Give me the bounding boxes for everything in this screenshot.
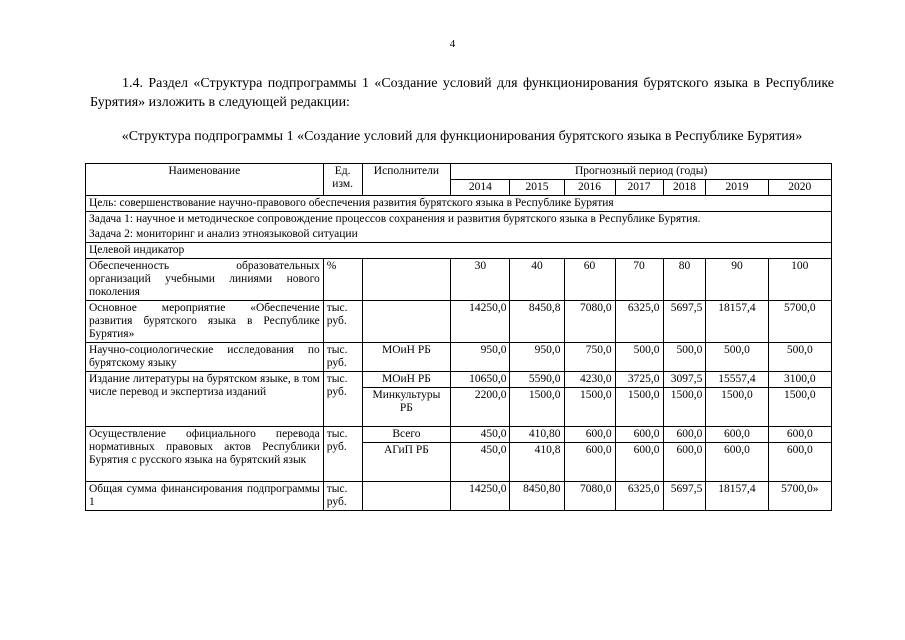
value-cell: 600,0 <box>663 427 706 443</box>
year-header: 2015 <box>510 180 564 196</box>
value-cell: 600,0 <box>615 443 663 482</box>
value-cell: 410,80 <box>510 427 564 443</box>
value-cell: 10650,0 <box>451 372 510 388</box>
value-cell: 100 <box>768 259 831 301</box>
total-value-cell: 5700,0» <box>768 482 831 511</box>
row-name: Осуществление официального перевода нормативных правовых актов Республики Бурятия с русского языка на бурятский язык <box>86 427 324 482</box>
task2-row: Задача 2: мониторинг и анализ этноязыковой ситуации <box>86 227 832 243</box>
table-row <box>86 372 832 388</box>
header-row <box>86 164 832 180</box>
value-cell: 8450,8 <box>510 301 564 343</box>
table-row <box>86 259 832 301</box>
value-cell: 14250,0 <box>451 301 510 343</box>
value-cell: 600,0 <box>615 427 663 443</box>
total-value-cell: 6325,0 <box>615 482 663 511</box>
value-cell: 600,0 <box>706 427 768 443</box>
value-cell: 500,0 <box>615 343 663 372</box>
value-cell: 600,0 <box>706 443 768 482</box>
value-cell: 500,0 <box>706 343 768 372</box>
year-header: 2016 <box>564 180 615 196</box>
total-value-cell: 14250,0 <box>451 482 510 511</box>
page-number: 4 <box>449 38 456 50</box>
value-cell: 1500,0 <box>564 388 615 427</box>
year-header: 2018 <box>663 180 706 196</box>
value-cell: 60 <box>564 259 615 301</box>
task1-row: Задача 1: научное и методическое сопровождение процессов сохранения и развития бурятского языка в Республике Бурятия. <box>86 212 832 228</box>
value-cell: 3100,0 <box>768 372 831 388</box>
value-cell: 30 <box>451 259 510 301</box>
value-cell: 600,0 <box>768 427 831 443</box>
row-unit: % <box>323 259 362 301</box>
row-name: Обеспеченность образовательных организаций учебными линиями нового поколения <box>86 259 324 301</box>
row-unit: тыс. руб. <box>323 372 362 427</box>
header-period: Прогнозный период (годы) <box>451 164 832 180</box>
row-executor: Минкультуры РБ <box>362 388 451 427</box>
row-executor <box>362 259 451 301</box>
value-cell: 600,0 <box>663 443 706 482</box>
value-cell: 600,0 <box>564 427 615 443</box>
structure-table <box>85 163 832 511</box>
row-executor: АГиП РБ <box>362 443 451 482</box>
value-cell: 5697,5 <box>663 301 706 343</box>
value-cell: 7080,0 <box>564 301 615 343</box>
total-row <box>86 482 832 511</box>
value-cell: 80 <box>663 259 706 301</box>
row-unit: тыс. руб. <box>323 427 362 482</box>
value-cell: 410,8 <box>510 443 564 482</box>
header-executors: Исполнители <box>362 164 451 196</box>
row-unit: тыс. руб. <box>323 301 362 343</box>
value-cell: 450,0 <box>451 427 510 443</box>
value-cell: 1500,0 <box>663 388 706 427</box>
table-row <box>86 343 832 372</box>
header-unit: Ед. изм. <box>323 164 362 196</box>
table-row <box>86 427 832 443</box>
total-value-cell: 8450,80 <box>510 482 564 511</box>
value-cell: 15557,4 <box>706 372 768 388</box>
header-name: Наименование <box>86 164 324 196</box>
value-cell: 3725,0 <box>615 372 663 388</box>
value-cell: 5590,0 <box>510 372 564 388</box>
value-cell: 2200,0 <box>451 388 510 427</box>
year-header: 2017 <box>615 180 663 196</box>
value-cell: 600,0 <box>768 443 831 482</box>
value-cell: 90 <box>706 259 768 301</box>
value-cell: 600,0 <box>564 443 615 482</box>
value-cell: 450,0 <box>451 443 510 482</box>
total-value-cell: 7080,0 <box>564 482 615 511</box>
value-cell: 6325,0 <box>615 301 663 343</box>
value-cell: 750,0 <box>564 343 615 372</box>
row-name: Научно-социологические исследования по бурятскому языку <box>86 343 324 372</box>
value-cell: 70 <box>615 259 663 301</box>
total-value-cell: 18157,4 <box>706 482 768 511</box>
target-indicator-row: Целевой индикатор <box>86 243 832 259</box>
row-executor: МОиН РБ <box>362 343 451 372</box>
row-executor: Всего <box>362 427 451 443</box>
value-cell: 40 <box>510 259 564 301</box>
year-header: 2020 <box>768 180 831 196</box>
row-executor <box>362 301 451 343</box>
goal-row: Цель: совершенствование научно-правового обеспечения развития бурятского языка в Республике Бурятия <box>86 196 832 212</box>
value-cell: 950,0 <box>510 343 564 372</box>
total-unit: тыс. руб. <box>323 482 362 511</box>
table-row <box>86 301 832 343</box>
year-header: 2014 <box>451 180 510 196</box>
value-cell: 5700,0 <box>768 301 831 343</box>
total-value-cell: 5697,5 <box>663 482 706 511</box>
value-cell: 950,0 <box>451 343 510 372</box>
year-header: 2019 <box>706 180 768 196</box>
value-cell: 500,0 <box>663 343 706 372</box>
total-executor <box>362 482 451 511</box>
value-cell: 4230,0 <box>564 372 615 388</box>
value-cell: 1500,0 <box>768 388 831 427</box>
row-name: Издание литературы на бурятском языке, в том числе перевод и экспертиза изданий <box>86 372 324 427</box>
value-cell: 1500,0 <box>615 388 663 427</box>
table-caption: «Структура подпрограммы 1 «Создание условий для функционирования бурятского языка в Республике Бурятия» <box>121 129 803 144</box>
value-cell: 18157,4 <box>706 301 768 343</box>
value-cell: 1500,0 <box>510 388 564 427</box>
amendment-paragraph: 1.4. Раздел «Структура подпрограммы 1 «Создание условий для функционирования бурятского языка в Республике Бурятия» изложить в следующей редакции: <box>90 76 834 110</box>
value-cell: 1500,0 <box>706 388 768 427</box>
total-name: Общая сумма финансирования подпрограммы 1 <box>86 482 324 511</box>
row-executor: МОиН РБ <box>362 372 451 388</box>
value-cell: 3097,5 <box>663 372 706 388</box>
row-name: Основное мероприятие «Обеспечение развития бурятского языка в Республике Бурятия» <box>86 301 324 343</box>
row-unit: тыс. руб. <box>323 343 362 372</box>
value-cell: 500,0 <box>768 343 831 372</box>
